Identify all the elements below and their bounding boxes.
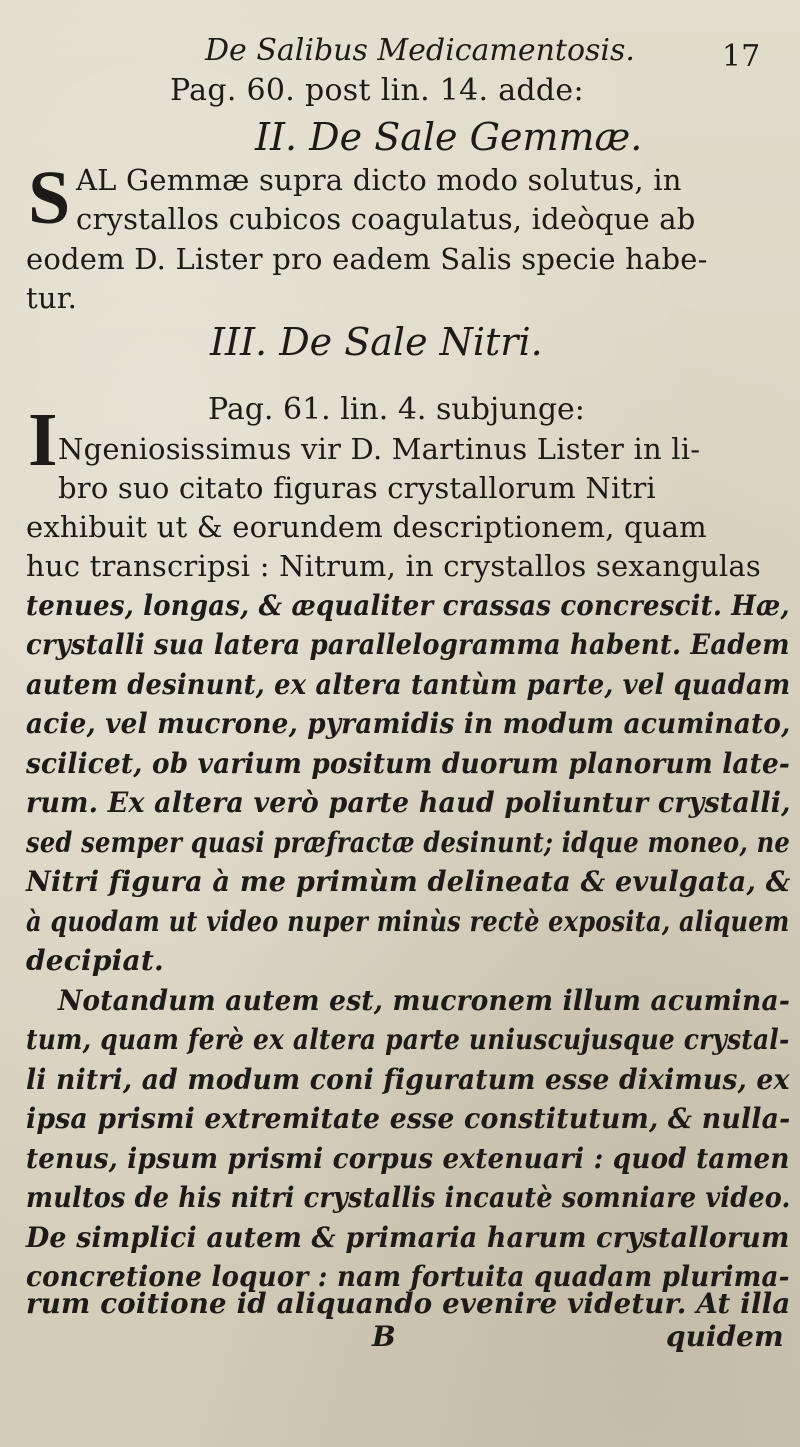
text-line: tum, quam ferè ex altera parte uniuscujusque crystal- [26, 1023, 790, 1056]
text-line: bro suo citato figuras crystallorum Nitri [58, 471, 656, 505]
text-line: decipiat. [26, 944, 164, 977]
text-line: rum. Ex altera verò parte haud poliuntur crystalli, [26, 786, 791, 819]
text-line: exhibuit ut & eorundem descriptionem, quam [26, 510, 707, 544]
text-line: crystallos cubicos coagulatus, ideòque ab [76, 202, 696, 236]
text-line: Notandum autem est, mucronem illum acumina- [58, 984, 791, 1017]
page-number: 17 [722, 39, 761, 74]
text-line: AL Gemmæ supra dicto modo solutus, in [76, 163, 682, 197]
text-line: Ngeniosissimus vir D. Martinus Lister in li- [58, 432, 701, 466]
text-line: li nitri, ad modum coni figuratum esse diximus, ex [26, 1063, 790, 1096]
text-line: De simplici autem & primaria harum crystallorum [26, 1221, 790, 1254]
text-line: sed semper quasi præfractæ desinunt; idque moneo, ne [26, 826, 791, 859]
section-heading: II. De Sale Gemmæ. [255, 115, 643, 159]
text-line: tenues, longas, & æqualiter crassas concrescit. Hæ, [26, 589, 790, 622]
text-line: huc transcripsi : Nitrum, in crystallos sexangulas [26, 549, 761, 583]
text-line: scilicet, ob varium positum duorum planorum late- [26, 747, 791, 780]
text-line: multos de his nitri crystallis incautè somniare video. [26, 1181, 791, 1214]
text-line: tenus, ipsum prismi corpus extenuari : quod tamen [26, 1142, 790, 1175]
drop-cap: S [28, 156, 71, 240]
section-heading: III. De Sale Nitri. [210, 320, 543, 364]
text-line: eodem D. Lister pro eadem Salis specie habe- [26, 242, 708, 276]
text-line: acie, vel mucrone, pyramidis in modum acuminato, [26, 707, 791, 740]
text-line: tur. [26, 281, 78, 315]
text-line: concretione loquor : nam fortuita quadam plurima- [26, 1260, 790, 1293]
text-line: Nitri figura à me primùm delineata & evulgata, & [26, 865, 791, 898]
running-head: De Salibus Medicamentosis. [205, 33, 635, 68]
drop-cap: I [28, 398, 58, 482]
catchword: quidem [666, 1320, 784, 1353]
signature-mark: B [372, 1320, 396, 1353]
text-line: à quodam ut video nuper minùs rectè exposita, aliquem [26, 905, 790, 938]
pag-note: Pag. 60. post lin. 14. adde: [170, 73, 584, 108]
text-line: rum coitione id aliquando evenire videtur. At illa [26, 1287, 791, 1320]
pag-note: Pag. 61. lin. 4. subjunge: [208, 392, 585, 427]
text-line: autem desinunt, ex altera tantùm parte, vel quadam [26, 668, 791, 701]
text-line: ipsa prismi extremitate esse constitutum, & nulla- [26, 1102, 791, 1135]
text-line: crystalli sua latera parallelogramma habent. Eadem [26, 628, 790, 661]
